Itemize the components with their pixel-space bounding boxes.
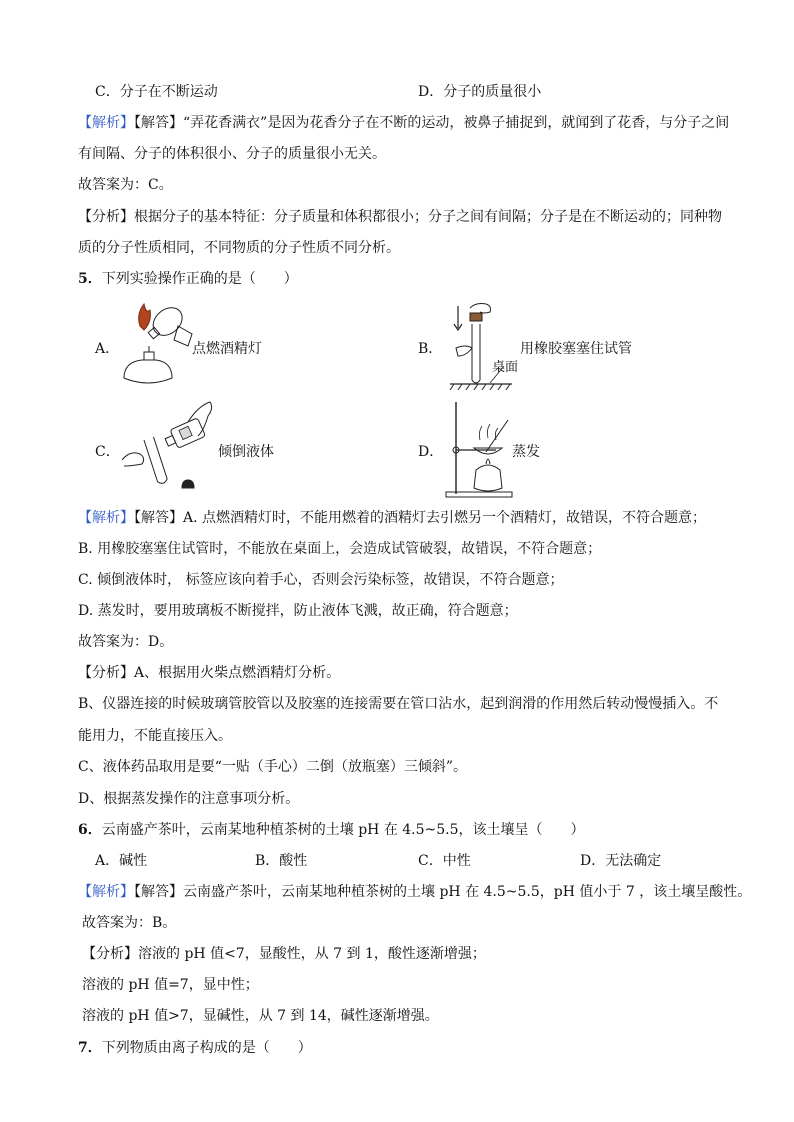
q6-number: 6． xyxy=(78,822,102,838)
jiexi-tag: 【解析】 xyxy=(78,884,134,900)
q5-jiexi-d: D. 蒸发时，要用玻璃板不断搅拌，防止液体飞溅，故正确，符合题意； xyxy=(78,603,518,619)
stopper-test-tube-icon xyxy=(446,300,519,395)
q5-option-b-caption: 用橡胶塞塞住试管 xyxy=(520,341,632,357)
q5-option-d-caption: 蒸发 xyxy=(512,444,540,460)
q5-answer: 故答案为：D。 xyxy=(78,634,174,650)
q6-option-d: D．无法确定 xyxy=(580,853,662,869)
q6-option-a: A．碱性 xyxy=(95,853,148,869)
q5-stem xyxy=(78,269,298,289)
q6-option-c: C．中性 xyxy=(418,853,471,869)
q5-jiexi-a-text: 【解答】A. 点燃酒精灯时，不能用燃着的酒精灯去引燃另一个酒精灯，故错误，不符合题意； xyxy=(134,510,707,526)
q6-fenxi-1: 【分析】溶液的 pH 值<7，显酸性，从 7 到 1，酸性逐渐增强； xyxy=(82,946,486,962)
q5-fenxi-3: 能用力，不能直接压入。 xyxy=(78,728,232,744)
q4-answer: 故答案为：C。 xyxy=(78,177,173,193)
q4-jiexi xyxy=(78,113,729,133)
q4-fenxi-1: 【分析】根据分子的基本特征：分子质量和体积都很小；分子之间有间隔；分子是在不断运动的；同种物 xyxy=(78,209,722,225)
q6-option-b: B．酸性 xyxy=(255,853,308,869)
jiexi-tag: 【解析】 xyxy=(78,115,134,131)
q4-option-c: C．分子在不断运动 xyxy=(95,84,218,100)
q6-jiexi-text: 【解答】云南盛产茶叶，云南某地种植茶树的土壤 pH 在 4.5~5.5，pH 值小于 7 ，该土壤呈酸性。 xyxy=(134,884,752,900)
q6-jiexi xyxy=(78,882,751,902)
q6-stem-text: 云南盛产茶叶，云南某地种植茶树的土壤 pH 在 4.5~5.5，该土壤呈（ ） xyxy=(101,822,585,838)
q5-fenxi-4: C、液体药品取用是要“一贴（手心）二倒（放瓶塞）三倾斜”。 xyxy=(78,759,468,775)
q5-option-c-letter: C． xyxy=(95,444,120,460)
q7-stem-text: 下列物质由离子构成的是（ ） xyxy=(101,1040,312,1056)
q6-fenxi-3: 溶液的 pH 值>7，显碱性，从 7 到 14，碱性逐渐增强。 xyxy=(82,1008,439,1024)
q6-fenxi-2: 溶液的 pH 值=7，显中性； xyxy=(82,977,259,993)
q6-stem xyxy=(78,820,585,840)
q4-option-d: D．分子的质量很小 xyxy=(418,84,542,100)
q7-stem xyxy=(78,1038,312,1058)
q4-fenxi-2: 质的分子性质相同，不同物质的分子性质不同分析。 xyxy=(78,240,400,256)
q5-option-a-letter: A． xyxy=(95,341,120,357)
jiexi-tag: 【解析】 xyxy=(78,510,134,526)
q4-jiexi-text: 【解答】“弄花香满衣”是因为花香分子在不断的运动，被鼻子捕捉到，就闻到了花香，与分子之间 xyxy=(134,115,730,131)
q5-option-b-letter: B． xyxy=(418,341,443,357)
q5-jiexi-a xyxy=(78,508,706,528)
q5-option-c-caption: 倾倒液体 xyxy=(218,444,274,460)
q5-option-b-bench-label: 桌面 xyxy=(492,360,519,375)
q5-jiexi-c: C. 倾倒液体时， 标签应该向着手心，否则会污染标签，故错误，不符合题意； xyxy=(78,572,564,588)
pour-liquid-icon xyxy=(118,400,218,496)
q5-fenxi-5: D、根据蒸发操作的注意事项分析。 xyxy=(78,791,300,807)
lighting-alcohol-lamp-icon xyxy=(118,300,198,392)
q5-jiexi-b: B. 用橡胶塞塞住试管时，不能放在桌面上，会造成试管破裂，故错误，不符合题意； xyxy=(78,541,602,557)
q5-fenxi-2: B、仪器连接的时候玻璃管胶管以及胶塞的连接需要在管口沾水，起到润滑的作用然后转动慢慢插入。不 xyxy=(78,696,719,712)
q5-number: 5． xyxy=(78,271,102,287)
q7-number: 7． xyxy=(78,1040,102,1056)
q4-jiexi-text-2: 有间隔、分子的体积很小、分子的质量很小无关。 xyxy=(78,146,386,162)
q5-option-d-letter: D． xyxy=(418,444,444,460)
q5-option-a-caption: 点燃酒精灯 xyxy=(192,341,262,357)
evaporation-icon xyxy=(440,400,520,500)
q6-answer: 故答案为：B。 xyxy=(82,915,177,931)
q5-fenxi-1: 【分析】A、根据用火柴点燃酒精灯分析。 xyxy=(78,665,341,681)
q5-stem-text: 下列实验操作正确的是（ ） xyxy=(101,271,298,287)
